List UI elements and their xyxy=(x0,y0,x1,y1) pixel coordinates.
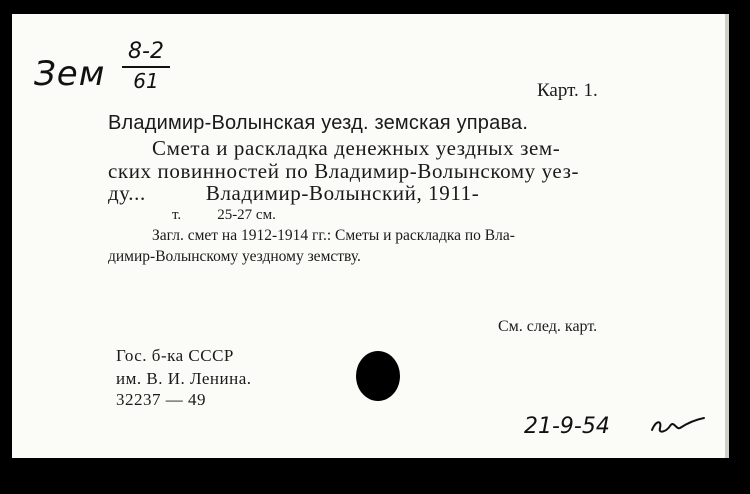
shelf-code-fraction xyxy=(120,40,172,92)
catalog-card xyxy=(12,14,729,458)
title-line-1: Смета и раскладка денежных уездных зем- xyxy=(152,136,561,160)
library-line-1: Гос. б-ка СССР xyxy=(116,346,234,365)
library-line-2: им. В. И. Ленина. xyxy=(116,369,252,388)
note-line-2: димир-Волынскому уездному земству. xyxy=(108,248,361,265)
library-line-3: 32237 — 49 xyxy=(116,390,206,409)
handwritten-signature-icon xyxy=(648,412,708,438)
note-line-1: Загл. смет на 1912-1914 гг.: Сметы и раскладка по Вла- xyxy=(152,227,515,244)
publication-place: Владимир-Волынский, 1911- xyxy=(205,181,480,205)
size-value: 25-27 см. xyxy=(217,207,276,223)
shelf-code-numerator: 8-2 xyxy=(128,39,164,64)
title-line-3-text: ду... xyxy=(108,181,146,205)
physical-description xyxy=(172,207,276,224)
shelf-code-prefix: Зем xyxy=(34,54,106,94)
handwritten-date: 21-9-54 xyxy=(524,414,610,439)
punch-hole xyxy=(356,351,400,401)
volume-label: т. xyxy=(172,207,182,223)
continuation-note: См. след. карт. xyxy=(498,318,598,335)
title-line-2: ских повинностей по Владимир-Волынскому уез- xyxy=(108,159,580,183)
fraction-bar xyxy=(122,66,170,68)
card-number: Карт. 1. xyxy=(537,80,598,101)
title-line-3 xyxy=(108,181,479,206)
shelf-code-denominator: 61 xyxy=(133,69,159,93)
card-heading: Владимир-Волынская уезд. земская управа. xyxy=(108,112,529,134)
